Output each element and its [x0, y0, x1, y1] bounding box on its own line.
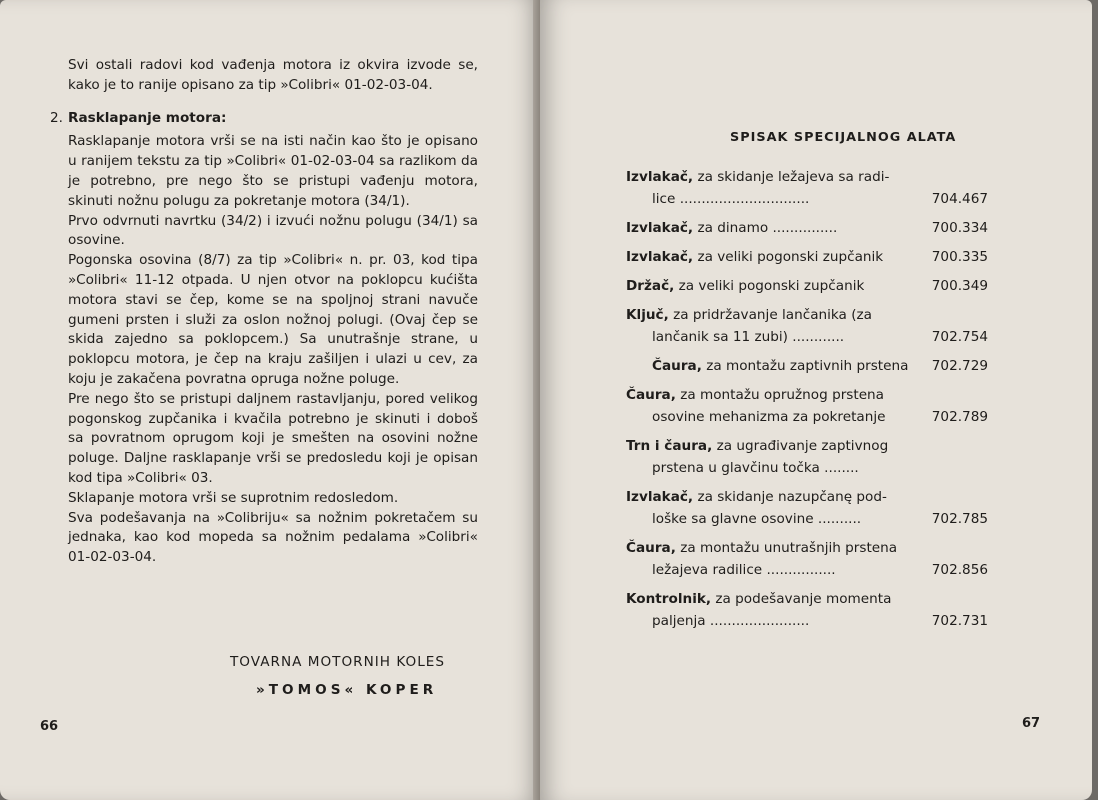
paragraph: Sva podešavanja na »Colibriju« sa nožnim pokretačem su jednaka, kao kod mopeda sa nožnim pedalama »Colibri« 01-02-03-04.: [68, 509, 478, 566]
tool-code: 702.731: [931, 613, 988, 629]
paragraph: Prvo odvrnuti navrtku (34/2) i izvući nožnu polugu (34/1) sa osovine.: [68, 212, 478, 249]
tool-item: [626, 537, 988, 581]
tool-name: Izvlakač,: [626, 489, 694, 505]
tool-name: Izvlakač,: [626, 249, 694, 265]
tool-description: za montažu unutrašnjih prstena: [680, 540, 898, 556]
paragraph: Rasklapanje motora vrši se na isti način kao što je opisano u ranijem tekstu za tip »Colibri« 01-02-03-04 sa razlikom da je potrebno, pre nego što se pristupi vađenju motora, skinuti nožnu polugu za pokretanje motora (34/1).: [68, 133, 478, 209]
tool-description-cont: paljenja .......................: [652, 613, 810, 629]
tool-description-cont: prstena u glavčinu točka ........: [652, 460, 859, 476]
tool-item: [626, 486, 988, 530]
tool-code: 702.856: [931, 562, 988, 578]
tool-item: [626, 304, 988, 348]
tool-description: za montažu opružnog prstena: [680, 387, 885, 403]
tool-list: [626, 166, 988, 639]
intro-paragraph: Svi ostali radovi kod vađenja motora iz okvira izvode se, kako je to ranije opisano za tip »Colibri« 01-02-03-04.: [68, 57, 478, 93]
tool-code: [932, 457, 988, 479]
tool-description: za skidanje nazupčanę pod-: [697, 489, 887, 505]
page-number-right: 67: [1022, 716, 1041, 731]
publisher-name: TOVARNA MOTORNIH KOLES: [230, 654, 445, 670]
tool-item: [626, 588, 988, 632]
section-heading: [50, 109, 478, 129]
brand-name: »TOMOS« KOPER: [256, 682, 438, 698]
tool-name: Čaura,: [626, 540, 676, 556]
tool-code: 700.349: [931, 278, 988, 294]
tool-description-cont: lančanik sa 11 zubi) ............: [652, 329, 845, 345]
tool-code: 700.334: [931, 220, 988, 236]
tool-description: za montažu zaptivnih prstena: [706, 358, 909, 374]
tool-name: Trn i čaura,: [626, 438, 713, 454]
tool-item: [626, 355, 988, 377]
left-page-text: [50, 56, 478, 568]
tool-name: Izvlakač,: [626, 220, 694, 236]
tool-item: [626, 246, 988, 268]
tool-code: 702.789: [931, 409, 988, 425]
page-title: SPISAK SPECIJALNOG ALATA: [730, 130, 957, 145]
tool-description: za pridržavanje lančanika (za: [673, 307, 872, 323]
tool-item: [626, 166, 988, 210]
tool-item: [626, 275, 988, 297]
tool-name: Izvlakač,: [626, 169, 694, 185]
tool-name: Čaura,: [626, 387, 676, 403]
tool-description: za veliki pogonski zupčanik: [678, 278, 865, 294]
tool-description-cont: osovine mehanizma za pokretanje: [652, 409, 886, 425]
tool-code: 702.785: [931, 511, 988, 527]
tool-name: Držač,: [626, 278, 675, 294]
left-page: [0, 0, 540, 800]
tool-description: za skidanje ležajeva sa radi-: [697, 169, 890, 185]
tool-name: Kontrolnik,: [626, 591, 712, 607]
tool-description: za veliki pogonski zupčanik: [697, 249, 884, 265]
tool-description-cont: ležajeva radilice ................: [652, 562, 836, 578]
paragraph: Pogonska osovina (8/7) za tip »Colibri« n. pr. 03, kod tipa »Colibri« 11-12 otpada. U njen otvor na poklopcu kućišta motora stavi se čep, kome se na spoljnoj strani navuče gumeni prsten i služi za oslon nožnoj polugi. (Ovaj čep se skida zajedno sa poklopcem.) Sa unutrašnje strane, u poklopcu motora, je čep na kraju zašiljen i ulazi u cev, za koju je zakačena povratna opruga nožne poluge.: [68, 252, 478, 387]
tool-code: 702.754: [931, 329, 988, 345]
tool-description: za dinamo ...............: [697, 220, 838, 236]
tool-code: 700.335: [931, 249, 988, 265]
paragraph: Sklapanje motora vrši se suprotnim redosledom.: [68, 489, 399, 506]
section-number: 2.: [50, 109, 63, 126]
tool-item: [626, 435, 988, 479]
tool-code: 704.467: [931, 191, 988, 207]
tool-description-cont: loške sa glavne osovine ..........: [652, 511, 862, 527]
tool-description-cont: lice ..............................: [652, 191, 810, 207]
tool-description: za podešavanje momenta: [715, 591, 892, 607]
tool-item: [626, 384, 988, 428]
tool-name: Ključ,: [626, 307, 669, 323]
tool-name: Čaura,: [652, 358, 702, 374]
paragraph: Pre nego što se pristupi daljnem rastavljanju, pored velikog pogonskog zupčanika i kvačila potrebno je skinuti i doboš sa povratnom oprugom koji je smešten na osovini nožne poluge. Daljne rasklapanje vrši se predosledu koji je opisan kod tipa »Colibri« 03.: [68, 390, 478, 486]
section-title: Rasklapanje motora:: [68, 109, 227, 126]
tool-description: za ugrađivanje zaptivnog: [716, 438, 889, 454]
tool-code: 702.729: [931, 358, 988, 374]
page-number-left: 66: [40, 719, 59, 734]
tool-item: [626, 217, 988, 239]
